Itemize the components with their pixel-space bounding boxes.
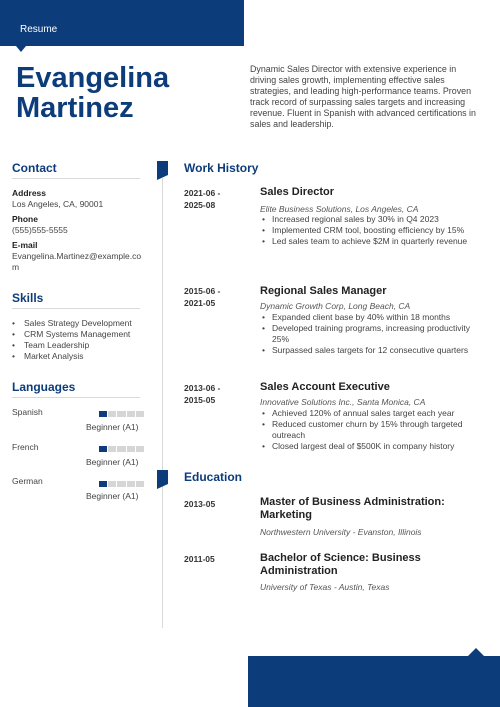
document-label: Resume: [20, 24, 58, 35]
language-name: French: [12, 442, 39, 452]
level-segment: [99, 411, 107, 417]
name-first: Evangelina: [16, 62, 170, 94]
education-flag-icon: [157, 470, 168, 484]
email-value: Evangelina.Martinez@example.com: [12, 251, 142, 272]
address-label: Address: [12, 188, 47, 198]
contact-rule: [12, 178, 140, 179]
header-pointer: [16, 46, 26, 52]
level-segment: [127, 411, 135, 417]
job-company: Elite Business Solutions, Los Angeles, CA: [260, 204, 419, 214]
phone-value: (555)555-5555: [12, 225, 68, 235]
name-last: Martinez: [16, 92, 134, 124]
job-title: Regional Sales Manager: [260, 285, 387, 297]
language-level-bar: [99, 411, 144, 417]
language-level: Beginner (A1): [86, 422, 139, 432]
skill-item: • Market Analysis: [12, 351, 152, 362]
language-name: German: [12, 476, 43, 486]
job-bullet: • Achieved 120% of annual sales target each year: [260, 408, 485, 419]
address-value: Los Angeles, CA, 90001: [12, 199, 104, 209]
level-segment: [108, 446, 116, 452]
level-segment: [117, 481, 125, 487]
profile-summary: Dynamic Sales Director with extensive experience in driving sales growth, implementing effective sales strategies, and leading high-performance teams. Proven track record of surpassing sales targets and increasing revenue. Fluent in Spanish with advanced certifications in sales and leadership.: [250, 64, 476, 129]
education-heading: Education: [184, 470, 243, 484]
job-bullets: [260, 214, 485, 247]
level-segment: [117, 446, 125, 452]
job-bullet: • Surpassed sales targets for 12 consecutive quarters: [260, 345, 485, 356]
skill-item: • Sales Strategy Development: [12, 318, 152, 329]
job-bullets: [260, 312, 485, 356]
skills-heading: Skills: [12, 291, 44, 305]
education-date: 2011-05: [184, 554, 215, 564]
languages-heading: Languages: [12, 380, 76, 394]
education-degree: Master of Business Administration: Marketing: [260, 496, 445, 521]
education-degree: Bachelor of Science: Business Administration: [260, 552, 421, 577]
footer-notch: [468, 648, 484, 656]
work-history-flag-icon: [157, 161, 168, 175]
candidate-name: [16, 63, 236, 123]
language-level-bar: [99, 481, 144, 487]
job-title: Sales Account Executive: [260, 381, 390, 393]
skill-item: • CRM Systems Management: [12, 329, 152, 340]
job-title: Sales Director: [260, 186, 334, 198]
job-dates: 2013-06 - 2015-05: [184, 383, 221, 405]
column-divider: [162, 178, 163, 628]
level-segment: [127, 481, 135, 487]
job-bullet: • Implemented CRM tool, boosting efficiency by 15%: [260, 225, 485, 236]
job-company: Dynamic Growth Corp, Long Beach, CA: [260, 301, 411, 311]
level-segment: [127, 446, 135, 452]
work-history-heading: Work History: [184, 161, 259, 175]
level-segment: [108, 411, 116, 417]
level-segment: [136, 446, 144, 452]
job-dates: 2015-06 - 2021-05: [184, 286, 221, 308]
contact-heading: Contact: [12, 161, 57, 175]
phone-label: Phone: [12, 214, 38, 224]
job-dates: 2021-06 - 2025-08: [184, 188, 221, 210]
skills-list: [12, 318, 152, 362]
footer-block: [248, 656, 500, 707]
level-segment: [136, 481, 144, 487]
job-bullet: • Reduced customer churn by 15% through targeted outreach: [260, 419, 485, 441]
skills-rule: [12, 308, 140, 309]
language-name: Spanish: [12, 407, 43, 417]
level-segment: [99, 446, 107, 452]
skill-item: • Team Leadership: [12, 340, 152, 351]
job-bullet: • Developed training programs, increasing productivity 25%: [260, 323, 485, 345]
education-date: 2013-05: [184, 499, 216, 509]
job-bullet: • Expanded client base by 40% within 18 months: [260, 312, 485, 323]
job-company: Innovative Solutions Inc., Santa Monica, CA: [260, 397, 426, 407]
job-bullet: • Increased regional sales by 30% in Q4 2023: [260, 214, 485, 225]
level-segment: [117, 411, 125, 417]
languages-rule: [12, 397, 140, 398]
job-bullet: • Closed largest deal of $500K in company history: [260, 441, 485, 452]
header-bar: [0, 0, 244, 46]
job-bullets: [260, 408, 485, 452]
education-school: University of Texas - Austin, Texas: [260, 582, 390, 592]
language-level: Beginner (A1): [86, 491, 139, 501]
level-segment: [136, 411, 144, 417]
language-level-bar: [99, 446, 144, 452]
email-label: E-mail: [12, 240, 38, 250]
level-segment: [99, 481, 107, 487]
education-school: Northwestern University - Evanston, Illinois: [260, 527, 422, 537]
job-bullet: • Led sales team to achieve $2M in quarterly revenue: [260, 236, 485, 247]
level-segment: [108, 481, 116, 487]
language-level: Beginner (A1): [86, 457, 139, 467]
